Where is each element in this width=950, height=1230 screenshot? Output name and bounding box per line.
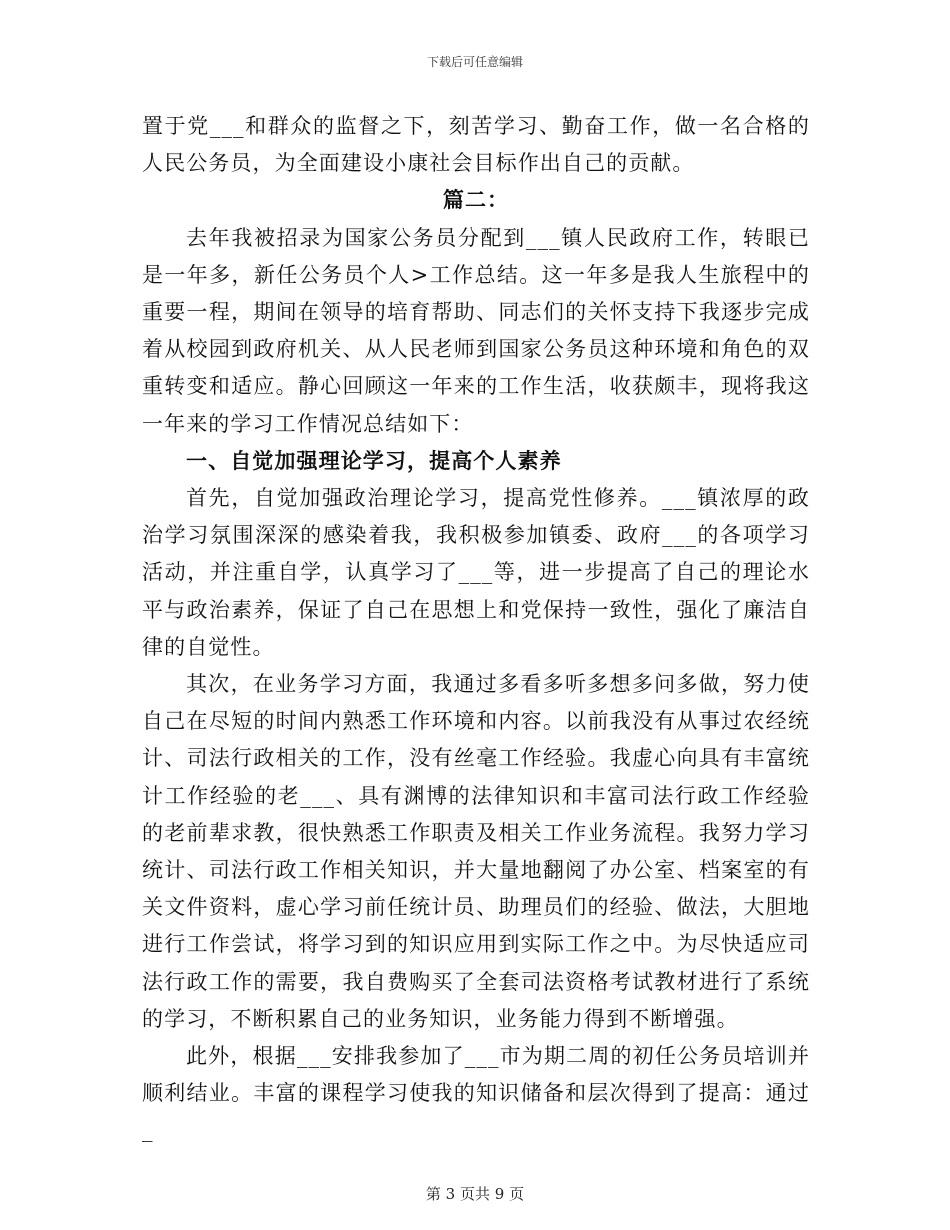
- page-number: 第 3 页共 9 页: [425, 1185, 525, 1203]
- paragraph-third: 此外，根据___安排我参加了___市为期二周的初任公务员培训并顺利结业。丰富的课程学习使我的知识储备和层次得到了提高：通过_: [142, 1044, 810, 1143]
- section-title: 篇二：: [442, 188, 510, 213]
- page-header: 下载后可任意编辑: [426, 55, 523, 69]
- subheading: 一、自觉加强理论学习，提高个人素养: [186, 448, 562, 473]
- document-body: [142, 108, 810, 1150]
- paragraph-second: 其次，在业务学习方面，我通过多看多听多想多问多做，努力使自己在尽短的时间内熟悉工作环境和内容。以前我没有从事过农经统计、司法行政相关的工作，没有丝毫工作经验。我虚心向具有丰富统计工作经验的老___、具有渊博的法律知识和丰富司法行政工作经验的老前辈求教，很快熟悉工作职责及相关工作业务流程。我努力学习统计、司法行政工作相关知识，并大量地翻阅了办公室、档案室的有关文件资料，虚心学习前任统计员、助理员们的经验、做法，大胆地进行工作尝试，将学习到的知识应用到实际工作之中。为尽快适应司法行政工作的需要，我自费购买了全套司法资格考试教材进行了系统的学习，不断积累自己的业务知识，业务能力得到不断增强。: [142, 672, 810, 1031]
- paragraph-intro: 去年我被招录为国家公务员分配到___镇人民政府工作，转眼已是一年多，新任公务员个人>工作总结。这一年多是我人生旅程中的重要一程，期间在领导的培育帮助、同志们的关怀支持下我逐步完成着从校园到政府机关、从人民老师到国家公务员这种环境和角色的双重转变和适应。静心回顾这一年来的工作生活，收获颇丰，现将我这一年来的学习工作情况总结如下：: [142, 225, 810, 436]
- paragraph-continuation: 置于党___和群众的监督之下，刻苦学习、勤奋工作，做一名合格的人民公务员，为全面建设小康社会目标作出自己的贡献。: [142, 114, 810, 176]
- paragraph-first: 首先，自觉加强政治理论学习，提高党性修养。___镇浓厚的政治学习氛围深深的感染着我，我积极参加镇委、政府___的各项学习活动，并注重自学，认真学习了___等，进一步提高了自己的理论水平与政治素养，保证了自己在思想上和党保持一致性，强化了廉洁自律的自觉性。: [142, 486, 810, 659]
